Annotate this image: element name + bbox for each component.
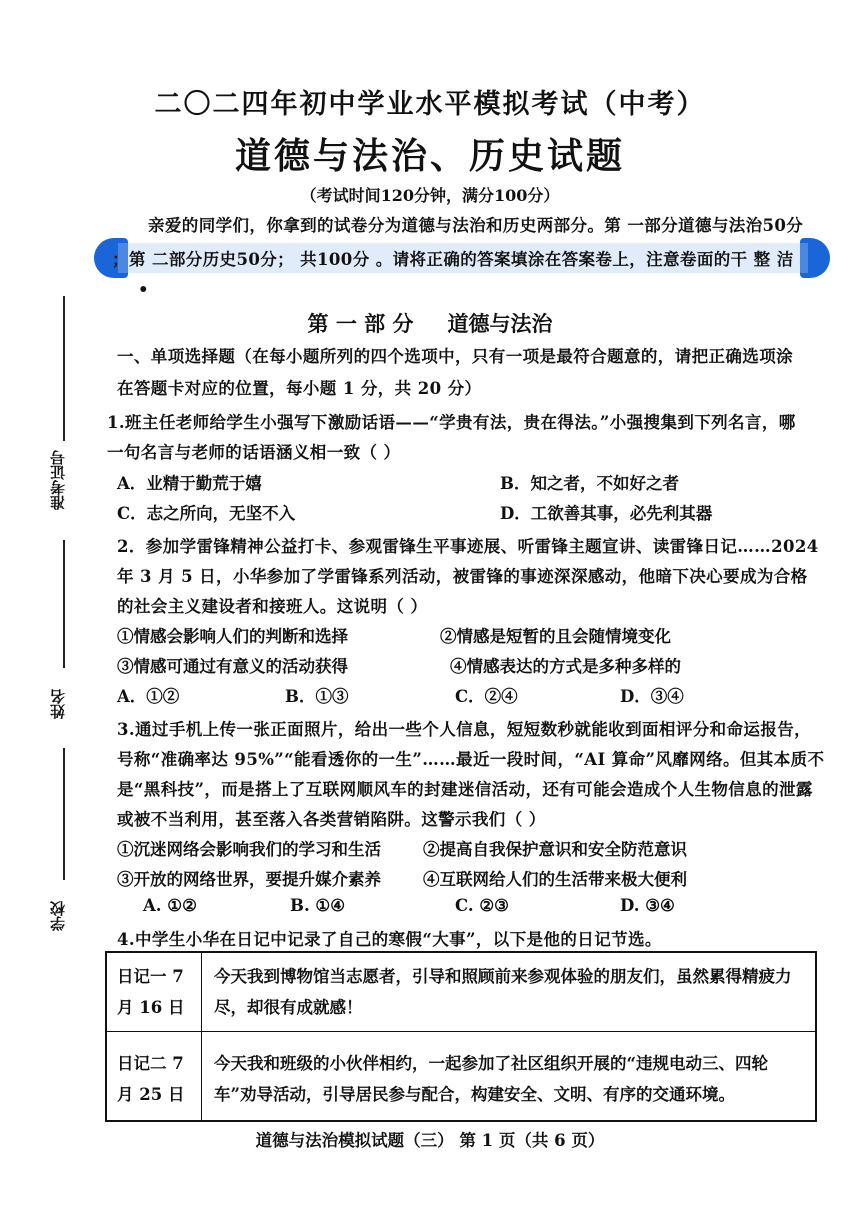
section-instruction-line-2: 在答题卡对应的位置，每小题 1 分，共 20 分）	[117, 379, 482, 398]
q2-option-d: D．③④	[620, 687, 684, 706]
q2-option-c: C．②④	[455, 687, 518, 706]
page-footer: 道德与法治模拟试题（三） 第 1 页（共 6 页）	[255, 1131, 605, 1150]
q3-option-c: C. ②③	[455, 896, 509, 915]
intro-line-2: ；第 二部分历史50分； 共100分 。请将正确的答案填涂在答案卷上，注意卷面的干 整 洁	[112, 250, 794, 269]
part-label: 第 一 部 分	[307, 311, 414, 336]
diary-table	[105, 951, 817, 1122]
q1-option-c: C．志之所向，无坚不入	[117, 504, 296, 523]
part-one-title	[0, 308, 860, 338]
name-label: 姓名	[49, 689, 67, 719]
q3-option-d: D. ③④	[620, 896, 675, 915]
q2-option-b: B．①③	[285, 687, 349, 706]
q2-stem-line-3: 的社会主义建设者和接班人。这说明（ ）	[117, 597, 428, 616]
diary-date: 日记二 7 月 25 日	[106, 1032, 202, 1122]
q3-option-a: A. ①②	[143, 896, 197, 915]
q2-statement-1: ①情感会影响人们的判断和选择	[117, 627, 348, 646]
q3-stem-line-3: 是“黑科技”，而是搭上了互联网顺风车的封建迷信活动，还有可能会造成个人生物信息的泄露	[117, 780, 813, 799]
school-underline	[63, 748, 65, 880]
section-instruction-line-1: 一、单项选择题（在每小题所列的四个选项中，只有一项是最符合题意的，请把正确选项涂	[117, 347, 793, 366]
diary-row	[106, 952, 816, 1032]
q3-statement-1: ①沉迷网络会影响我们的学习和生活	[117, 840, 381, 859]
q2-statement-3: ③情感可通过有意义的活动获得	[117, 657, 348, 676]
q1-option-d: D．工欲善其事，必先利其器	[500, 504, 713, 523]
q2-stem-line-2: 年 3 月 5 日，小华参加了学雷锋系列活动，被雷锋的事迹深深感动，他暗下决心要成为合格	[117, 567, 808, 586]
q1-option-a: A．业精于勤荒于嬉	[117, 474, 262, 493]
q3-statement-2: ②提高自我保护意识和安全防范意识	[423, 840, 687, 859]
q1-stem-line-2: 一句名言与老师的话语涵义相一致（ ）	[107, 443, 401, 462]
exam-time-note: （考试时间120分钟，满分100分）	[300, 186, 560, 205]
diary-date: 日记一 7 月 16 日	[106, 952, 202, 1032]
q1-stem-line-1: 1.班主任老师给学生小强写下激励话语——“学贵有法，贵在得法。”小强搜集到下列名言，哪	[107, 413, 796, 432]
q2-stem-line-1: 2．参加学雷锋精神公益打卡、参观雷锋生平事迹展、听雷锋主题宣讲、读雷锋日记……2024	[117, 537, 819, 556]
q3-option-b: B. ①④	[290, 896, 346, 915]
intro-line-3: •	[138, 280, 149, 299]
q3-statement-4: ④互联网给人们的生活带来极大便利	[423, 870, 687, 889]
q1-option-b: B．知之者，不如好之者	[500, 474, 679, 493]
q3-stem-line-2: 号称“准确率达 95%”“能看透你的一生”……最近一段时间，“AI 算命”风靡网络。但其本质不	[117, 750, 825, 769]
q3-statement-3: ③开放的网络世界，要提升媒介素养	[117, 870, 381, 889]
q2-option-a: A．①②	[117, 687, 180, 706]
q2-statement-4: ④情感表达的方式是多种多样的	[450, 657, 681, 676]
part-name: 道德与法治	[447, 311, 553, 336]
q2-statement-2: ②情感是短暂的且会随情境变化	[440, 627, 671, 646]
intro-line-1: 亲爱的同学们，你拿到的试卷分为道德与法治和历史两部分。第 一部分道德与法治50分	[148, 216, 804, 235]
school-label: 学校	[49, 901, 67, 931]
diary-entry: 今天我和班级的小伙伴相约，一起参加了社区组织开展的“违规电动三、四轮车”劝导活动，引导居民参与配合，构建安全、文明、有序的交通环境。	[202, 1032, 817, 1122]
q3-stem-line-1: 3.通过手机上传一张正面照片，给出一些个人信息，短短数秒就能收到面相评分和命运报告，	[117, 720, 812, 739]
q4-stem: 4.中学生小华在日记中记录了自己的寒假“大事”，以下是他的日记节选。	[117, 930, 662, 949]
subject-title: 道德与法治、历史试题	[234, 135, 625, 177]
q3-stem-line-4: 或被不当利用，甚至落入各类营销陷阱。这警示我们（ ）	[117, 810, 546, 829]
diary-entry: 今天我到博物馆当志愿者，引导和照顾前来参观体验的朋友们，虽然累得精疲力尽，却很有成就感！	[202, 952, 817, 1032]
exam-no-label: 准考证号	[49, 450, 67, 510]
diary-row	[106, 1032, 816, 1122]
exam-title: 二〇二四年初中学业水平模拟考试（中考）	[154, 89, 706, 120]
name-underline	[63, 540, 65, 668]
